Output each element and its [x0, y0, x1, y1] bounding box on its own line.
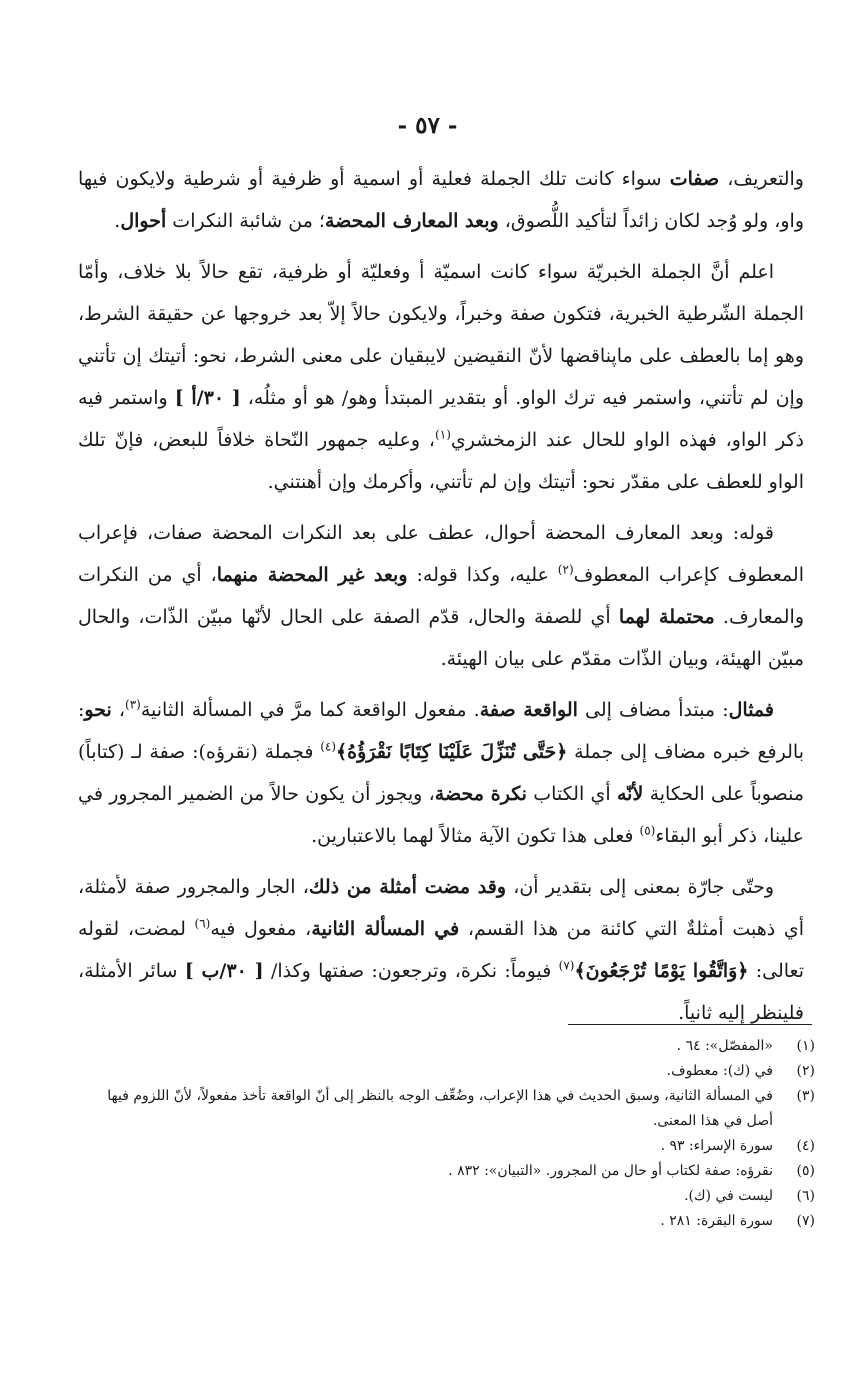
footnote-text: في (ك): معطوف.	[666, 1063, 773, 1079]
bold-text: وبعد غير المحضة منهما	[216, 564, 408, 586]
text-segment: سائر الأمثلة، فلينظر إليه ثانياً.	[78, 960, 804, 1024]
footnote-item	[95, 1059, 815, 1084]
text-segment: أي الكتاب	[526, 783, 617, 805]
bold-text: نحو	[84, 699, 112, 721]
text-segment: ، أي من النكرات والمعارف.	[78, 564, 804, 628]
bold-text: وبعد المعارف المحضة	[324, 210, 499, 232]
footnote-number: (٢)	[796, 1063, 815, 1079]
page-number: - ٥٧ -	[397, 112, 458, 139]
text-segment: ، مفعول فيه	[210, 918, 312, 940]
footnote-number: (٤)	[796, 1138, 815, 1154]
text-segment: عليه، وكذا قوله:	[407, 564, 558, 586]
footnote-item	[95, 1084, 815, 1134]
footnote-separator	[568, 1024, 812, 1025]
footnote-item	[95, 1184, 815, 1209]
text-segment: ؛ من شائبة النكرات	[166, 210, 325, 232]
footnote-text: في المسألة الثانية، وسبق الحديث في هذا الإعراب، وضُعِّف الوجه بالنظر إلى أنّ الواقعة تأخذ مفعولاً، لأنّ اللزوم فيها أصل في هذا المعنى.	[107, 1088, 773, 1129]
footnote-text: ليست في (ك).	[684, 1188, 773, 1204]
footnote-number: (٥)	[796, 1163, 815, 1179]
footnote-text: «المفصّل»: ٦٤ .	[676, 1038, 773, 1054]
footnote-item	[95, 1209, 815, 1234]
text-segment: : بالرفع خبره مضاف إلى جملة	[78, 699, 804, 763]
footnotes-list	[95, 1034, 815, 1234]
text-segment: أي للصفة والحال، قدّم الصفة على الحال لأنّها مبيّن الذّات، والحال مبيّن الهيئة، وبيان الذّات مقدّم على بيان الهيئة.	[78, 606, 804, 670]
bold-text: فمثال	[728, 699, 775, 721]
text-segment: اعلم أنَّ الجملة الخبريّة سواء كانت اسميّة أ وفعليّة أو ظرفية، تقع حالاً بلا خلاف، وأمّا الجملة الشّرطية الخبرية، فتكون صفة وخبراً، ولايكون حالاً إلاّ بعد خروجها عن حقيقة الشرط، وهو إما بالعطف على ماپناقضها لأنّ النقيضين لايبقيان على معنى الشرط، نحو: أتيتك إن تأتني وإن لم تأتني، واستمر فيه ترك الواو. أو بتقدير المبتدأ وهو/ هو أو مثلُه،	[78, 261, 804, 409]
paragraph	[78, 251, 804, 503]
bold-text: أحوال	[120, 210, 167, 232]
text-segment: لمضت، لقوله تعالى:	[78, 918, 805, 982]
text-segment: وحتّى جارّة بمعنى إلى بتقدير أن،	[506, 876, 775, 898]
footnote-marker: (٢)	[557, 562, 574, 577]
footnote-marker: (٧)	[558, 958, 575, 973]
text-segment: فجملة (نقرؤه): صفة لـ (كتاباً) منصوباً على الحكاية	[78, 741, 804, 805]
footnote-marker: (١)	[435, 427, 451, 442]
bold-text: في المسألة الثانية	[311, 918, 460, 940]
text-segment: واستمر فيه ذكر الواو، فهذه الواو للحال عند الزمخشري	[78, 387, 804, 451]
text-segment: . مفعول الواقعة كما مرَّ في المسألة الثانية	[140, 699, 480, 721]
bold-text: نكرة محضة	[434, 783, 527, 805]
footnote-marker: (٦)	[194, 916, 211, 931]
footnote-marker: (٣)	[125, 697, 141, 712]
bold-text: الواقعة صفة	[479, 699, 578, 721]
footnote-number: (٦)	[796, 1188, 815, 1204]
text-segment: ، ويجوز أن يكون حالاً من الضمير المجرور في علينا، ذكر أبو البقاء	[78, 783, 804, 847]
footnote-text: سورة الإسراء: ٩٣ .	[660, 1138, 773, 1154]
footnote-item	[95, 1134, 815, 1159]
paragraph	[78, 866, 804, 1034]
text-segment: قوله: وبعد المعارف المحضة أحوال، عطف على بعد النكرات المحضة صفات، فإعراب المعطوف كإعراب المعطوف	[78, 522, 804, 586]
text-segment: فيوماً: نكرة، وترجعون: صفتها وكذا/	[263, 960, 559, 982]
bold-text: لأنّه	[616, 783, 644, 805]
footnote-text: نقرؤه: صفة لكتاب أو حال من المجرور. «التبيان»: ٨٣٢ .	[448, 1163, 773, 1179]
text-segment: ، الجار والمجرور صفة لأمثلة، أي ذهبت أمثلةٌ التي كائنة من هذا القسم،	[78, 876, 804, 940]
manuscript-folio-ref: [ ٣٠/أ ]	[174, 387, 241, 409]
bold-text: صفات	[669, 168, 720, 190]
paragraph	[78, 158, 804, 242]
text-segment: سواء كانت تلك الجملة فعلية أو اسمية أو ظرفية أو شرطية ولايكون فيها واو، ولو وُجد لكان زائداً لتأكيد اللُّصوق،	[78, 168, 804, 232]
text-segment: فعلى هذا تكون الآية مثالاً لهما بالاعتبارين.	[311, 825, 640, 847]
paragraph	[78, 689, 804, 857]
footnote-number: (٣)	[796, 1088, 815, 1104]
text-segment: ، وعليه جمهور النّحاة خلافاً للبعض، فإنّ تلك الواو للعطف على مقدّر نحو: أتيتك وإن لم تأتني، وأكرمك وإن أهنتني.	[78, 429, 804, 493]
text-segment: .	[114, 210, 121, 232]
text-segment: والتعريف،	[719, 168, 804, 190]
manuscript-folio-ref: [ ٣٠/ب ]	[184, 960, 264, 982]
footnote-number: (١)	[796, 1038, 815, 1054]
main-text	[78, 158, 804, 1043]
footnote-marker: (٤)	[320, 739, 337, 754]
footnote-item	[95, 1034, 815, 1059]
bold-text: محتملة لهما	[618, 606, 715, 628]
paragraph	[78, 512, 804, 680]
quran-quote: ﴿وَاتَّقُوا يَوْمًا تُرْجَعُونَ﴾	[574, 960, 749, 982]
footnote-number: (٧)	[796, 1213, 815, 1229]
footnote-text: سورة البقرة: ٢٨١ .	[660, 1213, 773, 1229]
footnote-marker: (٥)	[639, 823, 656, 838]
bold-text: وقد مضت أمثلة من ذلك	[308, 876, 507, 898]
footnote-item	[95, 1159, 815, 1184]
text-segment: ،	[111, 699, 126, 721]
text-segment: : مبتدأ مضاف إلى	[577, 699, 729, 721]
quran-quote: ﴿حَتَّى تُنَزِّلَ عَلَيْنَا كِتَابًا نَقْرَؤُهُ﴾	[336, 741, 568, 763]
